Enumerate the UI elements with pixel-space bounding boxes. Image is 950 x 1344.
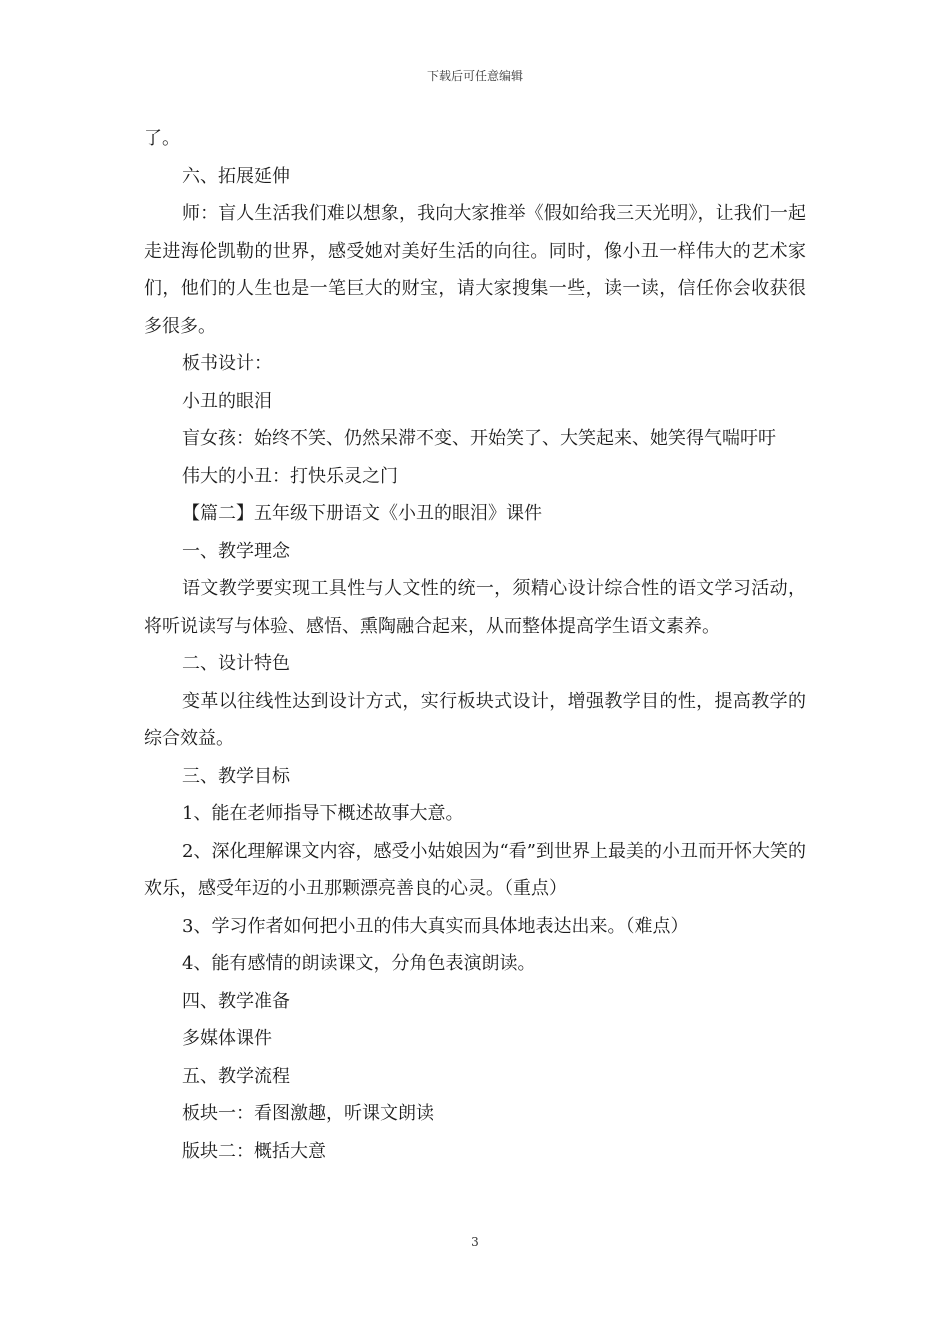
paragraph: 了。 (144, 128, 180, 149)
article-title: 【篇二】五年级下册语文《小丑的眼泪》课件 (182, 503, 542, 524)
page-header: 下载后可任意编辑 (426, 69, 523, 83)
section-heading: 六、拓展延伸 (182, 165, 290, 187)
section-heading: 五、教学流程 (182, 1065, 290, 1087)
document-body (144, 120, 806, 1170)
section-heading: 二、设计特色 (182, 653, 290, 674)
paragraph: 版块二：概括大意 (182, 1140, 326, 1162)
list-item: 3、学习作者如何把小丑的伟大真实而具体地表达出来。（难点） (182, 915, 689, 937)
paragraph: 变革以往线性达到设计方式，实行板块式设计，增强教学目的性，提高教学的综合效益。 (144, 690, 806, 749)
page-number: 3 (471, 1235, 479, 1249)
paragraph: 师：盲人生活我们难以想象，我向大家推举《假如给我三天光明》，让我们一起走进海伦凯勒的世界，感受她对美好生活的向往。同时，像小丑一样伟大的艺术家们，他们的人生也是一笔巨大的财宝，请大家搜集一些，读一读，信任你会收获很多很多。 (144, 203, 806, 337)
paragraph: 盲女孩：始终不笑、仍然呆滞不变、开始笑了、大笑起来、她笑得气喘吁吁 (182, 428, 776, 449)
paragraph: 板书设计： (182, 353, 272, 374)
list-item: 1、能在老师指导下概述故事大意。 (182, 803, 464, 824)
list-item: 2、深化理解课文内容，感受小姑娘因为“看”到世界上最美的小丑而开怀大笑的欢乐，感受年迈的小丑那颗漂亮善良的心灵。（重点） (144, 840, 806, 899)
paragraph: 伟大的小丑：打快乐灵之门 (182, 465, 398, 487)
section-heading: 一、教学理念 (182, 540, 290, 562)
paragraph: 小丑的眼泪 (182, 390, 272, 412)
list-item: 4、能有感情的朗读课文，分角色表演朗读。 (182, 953, 536, 974)
paragraph: 板块一：看图激趣，听课文朗读 (182, 1103, 434, 1124)
paragraph: 语文教学要实现工具性与人文性的统一，须精心设计综合性的语文学习活动，将听说读写与体验、感悟、熏陶融合起来，从而整体提高学生语文素养。 (144, 578, 806, 637)
paragraph: 多媒体课件 (182, 1028, 272, 1049)
section-heading: 三、教学目标 (182, 765, 290, 787)
section-heading: 四、教学准备 (182, 990, 290, 1012)
